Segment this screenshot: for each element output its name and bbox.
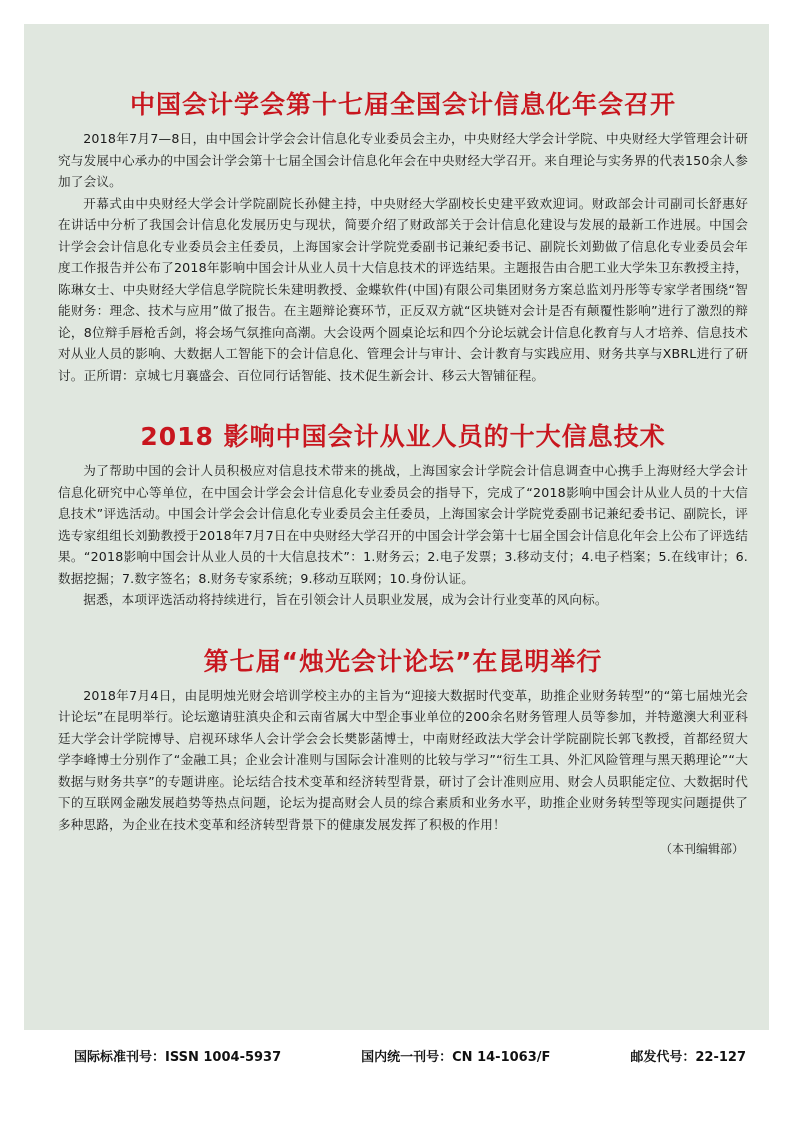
- footer: [74, 1046, 746, 1065]
- section-2-paragraph-2: 据悉，本项评选活动将持续进行，旨在引领会计人员职业发展，成为会计行业变革的风向标。: [83, 592, 608, 607]
- section-title-1: 中国会计学会第十七届全国会计信息化年会召开: [129, 90, 676, 119]
- section-2-paragraph-1: 为了帮助中国的会计人员积极应对信息技术带来的挑战，上海国家会计学院会计信息调查中心携手上海财经大学会计信息化研究中心等单位，在中国会计学会会计信息化专业委员会的指导下，完成了“2018影响中国会计从业人员的十大信息技术”评选活动。中国会计学会会计信息化专业委员会主任委员，上海国家会计学院党委副书记兼纪委书记、副院长，评选专家组组长刘勤教授于2018年7月7日在中央财经大学召开的中国会计学会第十七届全国会计信息化年会上公布了评选结果。“2018影响中国会计从业人员的十大信息技术”：1.财务云；2.电子发票；3.移动支付；4.电子档案；5.在线审计；6.数据挖掘；7.数字签名；8.财务专家系统；9.移动互联网；10.身份认证。: [58, 463, 748, 586]
- section-title-2: 2018 影响中国会计从业人员的十大信息技术: [140, 422, 666, 451]
- section-title-3: 第七届“烛光会计论坛”在昆明举行: [203, 646, 603, 676]
- editor-note: （本刊编辑部）: [659, 842, 744, 856]
- issn-label: 国际标准刊号：ISSN 1004-5937: [74, 1050, 282, 1065]
- article-content: [58, 90, 748, 859]
- section-1-paragraph-1: 2018年7月7—8日，由中国会计学会会计信息化专业委员会主办，中央财经大学会计学院、中央财经大学管理会计研究与发展中心承办的中国会计学会第十七届全国会计信息化年会在中央财经大学召开。来自理论与实务界的代表150余人参加了会议。: [58, 131, 748, 189]
- postal-code-label: 邮发代号：22-127: [630, 1050, 746, 1065]
- cn-label: 国内统一刊号：CN 14-1063/F: [361, 1050, 551, 1065]
- section-1-paragraph-2: 开幕式由中央财经大学会计学院副院长孙健主持，中央财经大学副校长史建平致欢迎词。财政部会计司副司长舒惠好在讲话中分析了我国会计信息化发展历史与现状，简要介绍了财政部关于会计信息化建设与发展的最新工作进展。中国会计学会会计信息化专业委员会主任委员，上海国家会计学院党委副书记兼纪委书记、副院长刘勤做了信息化专业委员会年度工作报告并公布了2018年影响中国会计从业人员十大信息技术的评选结果。主题报告由合肥工业大学朱卫东教授主持，陈琳女士、中央财经大学信息学院院长朱建明教授、金蝶软件(中国)有限公司集团财务方案总监刘丹彤等专家学者围绕“智能财务：理念、技术与应用”做了报告。在主题辩论赛环节，正反双方就“区块链对会计是否有颠覆性影响”进行了激烈的辩论，8位辩手唇枪舌剑，将会场气氛推向高潮。大会设两个圆桌论坛和四个分论坛就会计信息化教育与人才培养、信息技术对从业人员的影响、大数据人工智能下的会计信息化、管理会计与审计、会计教育与实践应用、财务共享与XBRL进行了研讨。正所谓：京城七月襄盛会、百位同行话智能、技术促生新会计、移云大智铺征程。: [58, 195, 748, 383]
- section-3-paragraph-1: 2018年7月4日，由昆明烛光财会培训学校主办的主旨为“迎接大数据时代变革，助推企业财务转型”的“第七届烛光会计论坛”在昆明举行。论坛邀请驻滇央企和云南省属大中型企事业单位的200余名财务管理人员等参加，并特邀澳大利亚科廷大学会计学院博导、启视环球华人会计学会会长樊影菡博士，中南财经政法大学会计学院副院长郭飞教授，首都经贸大学李峰博士分别作了“金融工具；企业会计准则与国际会计准则的比较与学习”“衍生工具、外汇风险管理与黑天鹅理论”“大数据与财务共享”的专题讲座。论坛结合技术变革和经济转型背景，研讨了会计准则应用、财会人员职能定位、大数据时代下的互联网金融发展趋势等热点问题，论坛为提高财会人员的综合素质和业务水平，助推企业财务转型等现实问题提供了多种思路，为企业在技术变革和经济转型背景下的健康发展发挥了积极的作用！: [58, 687, 748, 832]
